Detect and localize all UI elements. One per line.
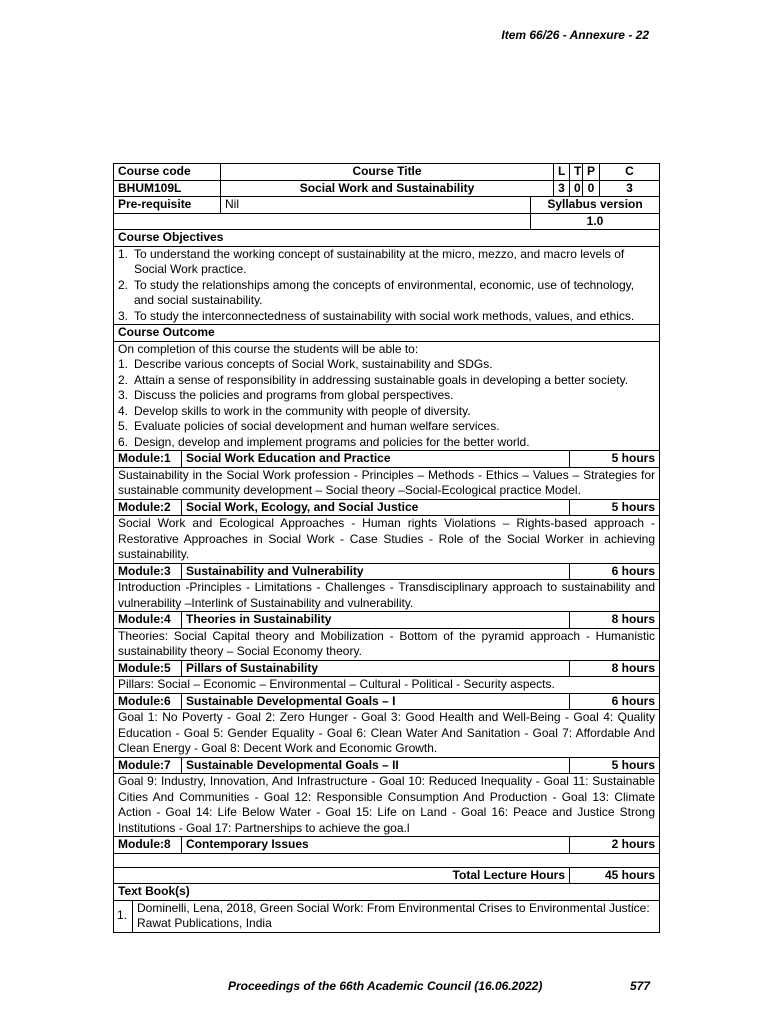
syllabus-version-value: 1.0	[531, 213, 660, 230]
objectives-heading: Course Objectives	[114, 230, 660, 247]
credit-c-label: C	[600, 164, 660, 181]
outcome-row	[114, 341, 660, 451]
credit-l-value: 3	[554, 180, 570, 197]
module-content: Theories: Social Capital theory and Mobilization - Bottom of the pyramid approach - Humanistic sustainability theory – Social Economy theory.	[114, 628, 660, 660]
module-label: Module:7	[114, 757, 182, 774]
credit-t-value: 0	[570, 180, 583, 197]
module-title: Sustainability and Vulnerability	[182, 563, 570, 580]
module-content: Social Work and Ecological Approaches - Human rights Violations – Rights-based approach - Restorative Approaches in Social Work - Case Studies - Role of the Social Worker in achieving sustainability.	[114, 516, 660, 564]
module-hours: 8 hours	[570, 612, 660, 629]
module-content-row	[114, 580, 660, 612]
module-label: Module:1	[114, 451, 182, 468]
module-content: Goal 1: No Poverty - Goal 2: Zero Hunger - Goal 3: Good Health and Well-Being - Goal 4: Quality Education - Goal 5: Gender Equality - Goal 6: Clean Water And Sanitation - Goal 7: Affordable And Clean Energy - Goal 8: Decent Work and Economic Growth.	[114, 710, 660, 758]
outcome-cell	[114, 341, 660, 451]
module-title: Sustainable Developmental Goals – I	[182, 693, 570, 710]
objective-item: 3. To study the interconnectedness of sustainability with social work methods, values, and ethics.	[118, 308, 635, 323]
outcome-item: 4. Develop skills to work in the community with people of diversity.	[118, 403, 471, 418]
credit-c-value: 3	[600, 180, 660, 197]
module-content-row	[114, 516, 660, 564]
module-label: Module:8	[114, 837, 182, 854]
course-info-row	[114, 180, 660, 197]
module-content: Introduction -Principles - Limitations - Challenges - Transdisciplinary approach to sustainability and vulnerability –Interlink of Sustainability and vulnerability.	[114, 580, 660, 612]
objectives-list	[118, 247, 655, 325]
module-hours: 5 hours	[570, 499, 660, 516]
module-header-row	[114, 451, 660, 468]
course-header-row	[114, 164, 660, 181]
course-syllabus-table	[113, 163, 660, 933]
outcome-item: 6. Design, develop and implement programs and policies for the better world.	[118, 434, 530, 449]
outcome-intro: On completion of this course the students will be able to:	[118, 341, 419, 356]
syllabus-version-row	[114, 213, 660, 230]
module-hours: 6 hours	[570, 563, 660, 580]
outcome-item: 5. Evaluate policies of social development and human welfare services.	[118, 419, 500, 433]
prerequisite-value: Nil	[221, 197, 531, 214]
textbook-heading: Text Book(s)	[114, 884, 660, 901]
module-content-row	[114, 677, 660, 694]
textbook-inner	[114, 901, 659, 932]
module-title: Social Work Education and Practice	[182, 451, 570, 468]
module-header-row	[114, 563, 660, 580]
textbook-heading-row	[114, 884, 660, 901]
module-content: Goal 9: Industry, Innovation, And Infrastructure - Goal 10: Reduced Inequality - Goal 11: Sustainable Cities And Communities - Goal 12: Responsible Consumption And Production - Goal 13: Climate Action - Goal 14: Life Below Water - Goal 15: Life on Land - Goal 16: Peace and Justice Strong Institutions - Goal 17: Partnerships to achieve the goa.l	[114, 774, 660, 837]
module-title: Sustainable Developmental Goals – II	[182, 757, 570, 774]
total-hours-label: Total Lecture Hours	[114, 867, 570, 884]
module-label: Module:5	[114, 660, 182, 677]
module-title: Theories in Sustainability	[182, 612, 570, 629]
module-label: Module:3	[114, 563, 182, 580]
module-content-row	[114, 853, 660, 867]
module-header-row	[114, 837, 660, 854]
syllabus-version-blank	[114, 213, 531, 230]
module-content: Sustainability in the Social Work profession - Principles – Methods - Ethics – Values – Strategies for sustainable community development – Social theory –Social-Ecological practice Model.	[114, 467, 660, 499]
proceedings-text: Proceedings of the 66th Academic Council (16.06.2022)	[228, 979, 543, 993]
credit-p-value: 0	[583, 180, 600, 197]
credit-t-label: T	[570, 164, 583, 181]
textbook-number: 1.	[114, 901, 133, 932]
total-hours-value: 45 hours	[570, 867, 660, 884]
module-hours: 6 hours	[570, 693, 660, 710]
objectives-row	[114, 246, 660, 325]
module-label: Module:2	[114, 499, 182, 516]
module-label: Module:6	[114, 693, 182, 710]
textbook-cell	[114, 900, 660, 932]
module-content-row	[114, 774, 660, 837]
module-header-row	[114, 660, 660, 677]
module-hours: 2 hours	[570, 837, 660, 854]
module-header-row	[114, 693, 660, 710]
outcome-item: 2. Attain a sense of responsibility in addressing sustainable goals in developing a better society.	[118, 372, 629, 387]
module-hours: 5 hours	[570, 757, 660, 774]
outcome-heading-row	[114, 325, 660, 342]
module-header-row	[114, 757, 660, 774]
syllabus-version-label: Syllabus version	[531, 197, 660, 214]
textbook-entry: Dominelli, Lena, 2018, Green Social Work: From Environmental Crises to Environmental Justice: Rawat Publications, India	[137, 900, 650, 930]
credit-p-label: P	[583, 164, 600, 181]
module-header-row	[114, 499, 660, 516]
module-title: Contemporary Issues	[182, 837, 570, 854]
module-title: Social Work, Ecology, and Social Justice	[182, 499, 570, 516]
module-title: Pillars of Sustainability	[182, 660, 570, 677]
course-title-label: Course Title	[221, 164, 554, 181]
total-hours-row	[114, 867, 660, 884]
objective-item: 2. To study the relationships among the concepts of environmental, economic, use of technology, and social sustainability.	[118, 277, 635, 307]
outcome-list	[118, 357, 655, 450]
module-content-row	[114, 628, 660, 660]
course-code-label: Course code	[114, 164, 221, 181]
module-header-row	[114, 612, 660, 629]
module-content	[114, 853, 660, 867]
outcome-heading: Course Outcome	[114, 325, 660, 342]
module-hours: 8 hours	[570, 660, 660, 677]
page-number: 577	[629, 979, 650, 993]
course-code: BHUM109L	[114, 180, 221, 197]
outcome-item: 1. Describe various concepts of Social Work, sustainability and SDGs.	[118, 357, 493, 371]
credit-l-label: L	[554, 164, 570, 181]
objectives-heading-row	[114, 230, 660, 247]
page-footer	[228, 979, 650, 993]
prerequisite-row	[114, 197, 660, 214]
textbook-row	[114, 900, 660, 932]
module-label: Module:4	[114, 612, 182, 629]
objectives-cell	[114, 246, 660, 325]
module-content-row	[114, 467, 660, 499]
course-title: Social Work and Sustainability	[221, 180, 554, 197]
module-content-row	[114, 710, 660, 758]
objective-item: 1. To understand the working concept of sustainability at the micro, mezzo, and macro levels of Social Work practice.	[118, 246, 625, 276]
module-content: Pillars: Social – Economic – Environmental – Cultural - Political - Security aspects.	[114, 677, 660, 694]
annexure-reference: Item 66/26 - Annexure - 22	[501, 28, 649, 42]
prerequisite-label: Pre-requisite	[114, 197, 221, 214]
module-hours: 5 hours	[570, 451, 660, 468]
outcome-item: 3. Discuss the policies and programs from global perspectives.	[118, 388, 454, 402]
